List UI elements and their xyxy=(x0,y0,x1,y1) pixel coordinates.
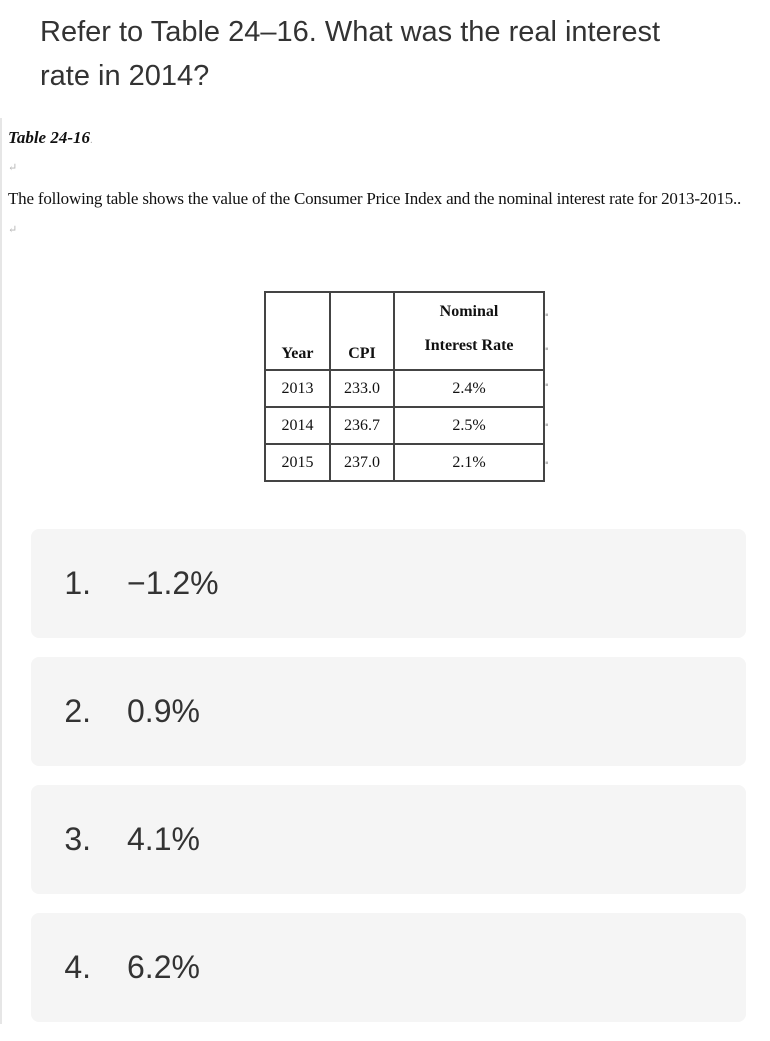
paragraph-mark-icon: ↵ xyxy=(8,162,18,174)
answer-option-2[interactable] xyxy=(31,657,746,766)
cpi-interest-table xyxy=(264,291,545,482)
option-number: 4. xyxy=(64,949,91,985)
header-rate-line1: Nominal xyxy=(439,303,499,320)
cell-rate: 2.4% xyxy=(394,370,544,407)
table-description-block xyxy=(8,124,768,244)
table-row xyxy=(265,370,544,407)
header-year: Year xyxy=(265,292,330,370)
answer-option-3[interactable] xyxy=(31,785,746,894)
cell-rate: 2.5% xyxy=(394,407,544,444)
answer-option-1[interactable] xyxy=(31,529,746,638)
row-mark-icon: ▪ xyxy=(545,344,549,355)
answer-options xyxy=(31,529,746,1041)
cpi-table-container xyxy=(264,291,545,482)
option-label: 6.2% xyxy=(127,949,200,985)
paragraph-mark-icon: ↵ xyxy=(8,224,18,236)
cell-cpi: 237.0 xyxy=(330,444,394,481)
row-mark-icon: ▪ xyxy=(545,310,549,321)
header-nominal-interest-rate xyxy=(394,292,544,370)
header-rate-line2: Interest Rate xyxy=(424,337,514,354)
header-cpi: CPI xyxy=(330,292,394,370)
table-caption xyxy=(8,124,768,154)
paragraph-mark-icon: . xyxy=(90,134,93,146)
answer-option-4[interactable] xyxy=(31,913,746,1022)
option-label: −1.2% xyxy=(127,565,219,601)
table-description: The following table shows the value of the Consumer Price Index and the nominal interest rate for 2013-2015.. xyxy=(8,189,742,208)
table-row xyxy=(265,407,544,444)
table-row xyxy=(265,444,544,481)
cell-cpi: 233.0 xyxy=(330,370,394,407)
row-mark-icon: ▪ xyxy=(545,420,549,431)
table-caption-text: Table 24-16 xyxy=(8,128,91,147)
option-number: 1. xyxy=(64,565,91,601)
question-text: Refer to Table 24–16. What was the real interest rate in 2014? xyxy=(40,16,661,92)
content-left-border xyxy=(0,118,2,1024)
option-label: 4.1% xyxy=(127,821,200,857)
cell-year: 2013 xyxy=(265,370,330,407)
row-mark-icon: ▪ xyxy=(545,458,549,469)
cell-rate: 2.1% xyxy=(394,444,544,481)
cell-year: 2014 xyxy=(265,407,330,444)
cell-year: 2015 xyxy=(265,444,330,481)
option-label: 0.9% xyxy=(127,693,200,729)
option-number: 2. xyxy=(64,693,91,729)
table-header-row xyxy=(265,292,544,370)
cell-cpi: 236.7 xyxy=(330,407,394,444)
option-number: 3. xyxy=(64,821,91,857)
row-mark-icon: ▪ xyxy=(545,380,549,391)
